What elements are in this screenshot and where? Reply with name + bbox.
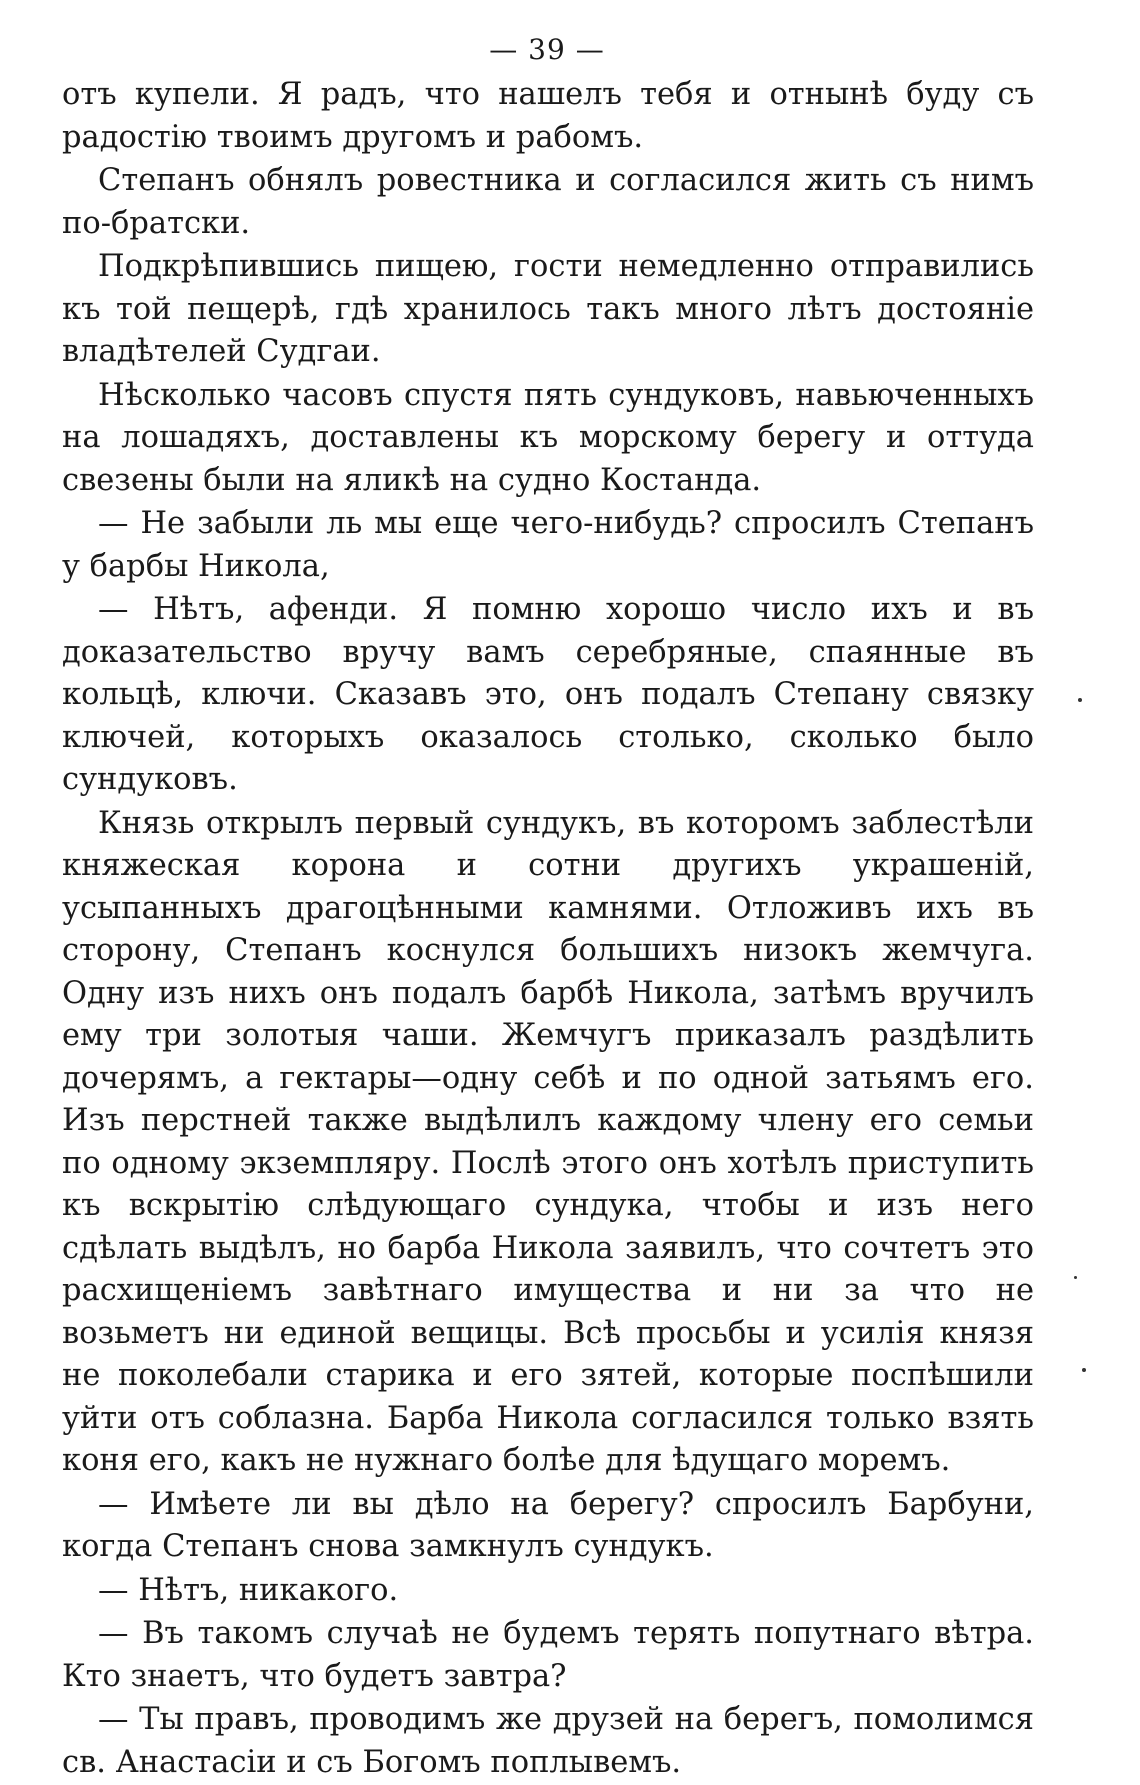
- paragraph: Князь открылъ первый сундукъ, въ которомъ заблестѣли княжеская корона и сотни другихъ украшеній, усыпанныхъ драгоцѣнными камнями. Отложивъ ихъ въ сторону, Степанъ коснулся большихъ низокъ жемчуга. Одну изъ нихъ онъ подалъ барбѣ Никола, затѣмъ вручилъ ему три золотыя чаши. Жемчугъ приказалъ раздѣлить дочерямъ, а гектары—одну себѣ и по одной затьямъ его. Изъ перстней также выдѣлилъ каждому члену его семьи по одному экземпляру. Послѣ этого онъ хотѣлъ приступить къ вскрытію слѣдующаго сундука, чтобы и изъ него сдѣлать выдѣлъ, но барба Никола заявилъ, что сочтетъ это расхищеніемъ завѣтнаго имущества и ни за что не возьметъ ни единой вещицы. Всѣ просьбы и усилія князя не поколебали старика и его зятей, которые поспѣшили уйти отъ соблазна. Барба Никола согласился только взять коня его, какъ не нужнаго болѣе для ѣдущаго моремъ.: [62, 805, 1034, 1478]
- paragraph: — Не забыли ль мы еще чего-нибудь? спросилъ Степанъ у барбы Никола,: [62, 506, 1034, 584]
- paragraph: Нѣсколько часовъ спустя пять сундуковъ, навьюченныхъ на лошадяхъ, доставлены къ морскому берегу и оттуда свезены были на яликѣ на судно Костанда.: [62, 377, 1034, 498]
- scan-speck: [1078, 698, 1082, 702]
- book-page: [62, 30, 1034, 1785]
- page-number: — 39 —: [489, 33, 605, 66]
- scan-speck: [1082, 1368, 1086, 1372]
- paragraph: — Ты правъ, проводимъ же друзей на берегъ, помолимся св. Анастасіи и съ Богомъ поплывемъ.: [62, 1702, 1034, 1780]
- paragraph: — Нѣтъ, афенди. Я помню хорошо число ихъ и въ доказательство вручу вамъ серебряные, спаянные въ кольцѣ, ключи. Сказавъ это, онъ подалъ Степану связку ключей, которыхъ оказалось столько, сколько было сундуковъ.: [62, 592, 1034, 797]
- paragraph: Подкрѣпившись пищею, гости немедленно отправились къ той пещерѣ, гдѣ хранилось такъ много лѣтъ достояніе владѣтелей Судгаи.: [62, 249, 1034, 369]
- paragraph: — Въ такомъ случаѣ не будемъ терять попутнаго вѣтра. Кто знаетъ, что будетъ завтра?: [62, 1616, 1034, 1694]
- paragraph: Степанъ обнялъ ровестника и согласился жить съ нимъ по-братски.: [62, 163, 1034, 241]
- paragraph: — Нѣтъ, никакого.: [98, 1572, 399, 1608]
- scan-speck: [1074, 1276, 1077, 1279]
- body-text: [62, 74, 1034, 1784]
- paragraph: — Имѣете ли вы дѣло на берегу? спросилъ Барбуни, когда Степанъ снова замкнулъ сундукъ.: [62, 1486, 1034, 1564]
- paragraph: отъ купели. Я радъ, что нашелъ тебя и отнынѣ буду съ радостію твоимъ другомъ и рабомъ.: [62, 77, 1034, 155]
